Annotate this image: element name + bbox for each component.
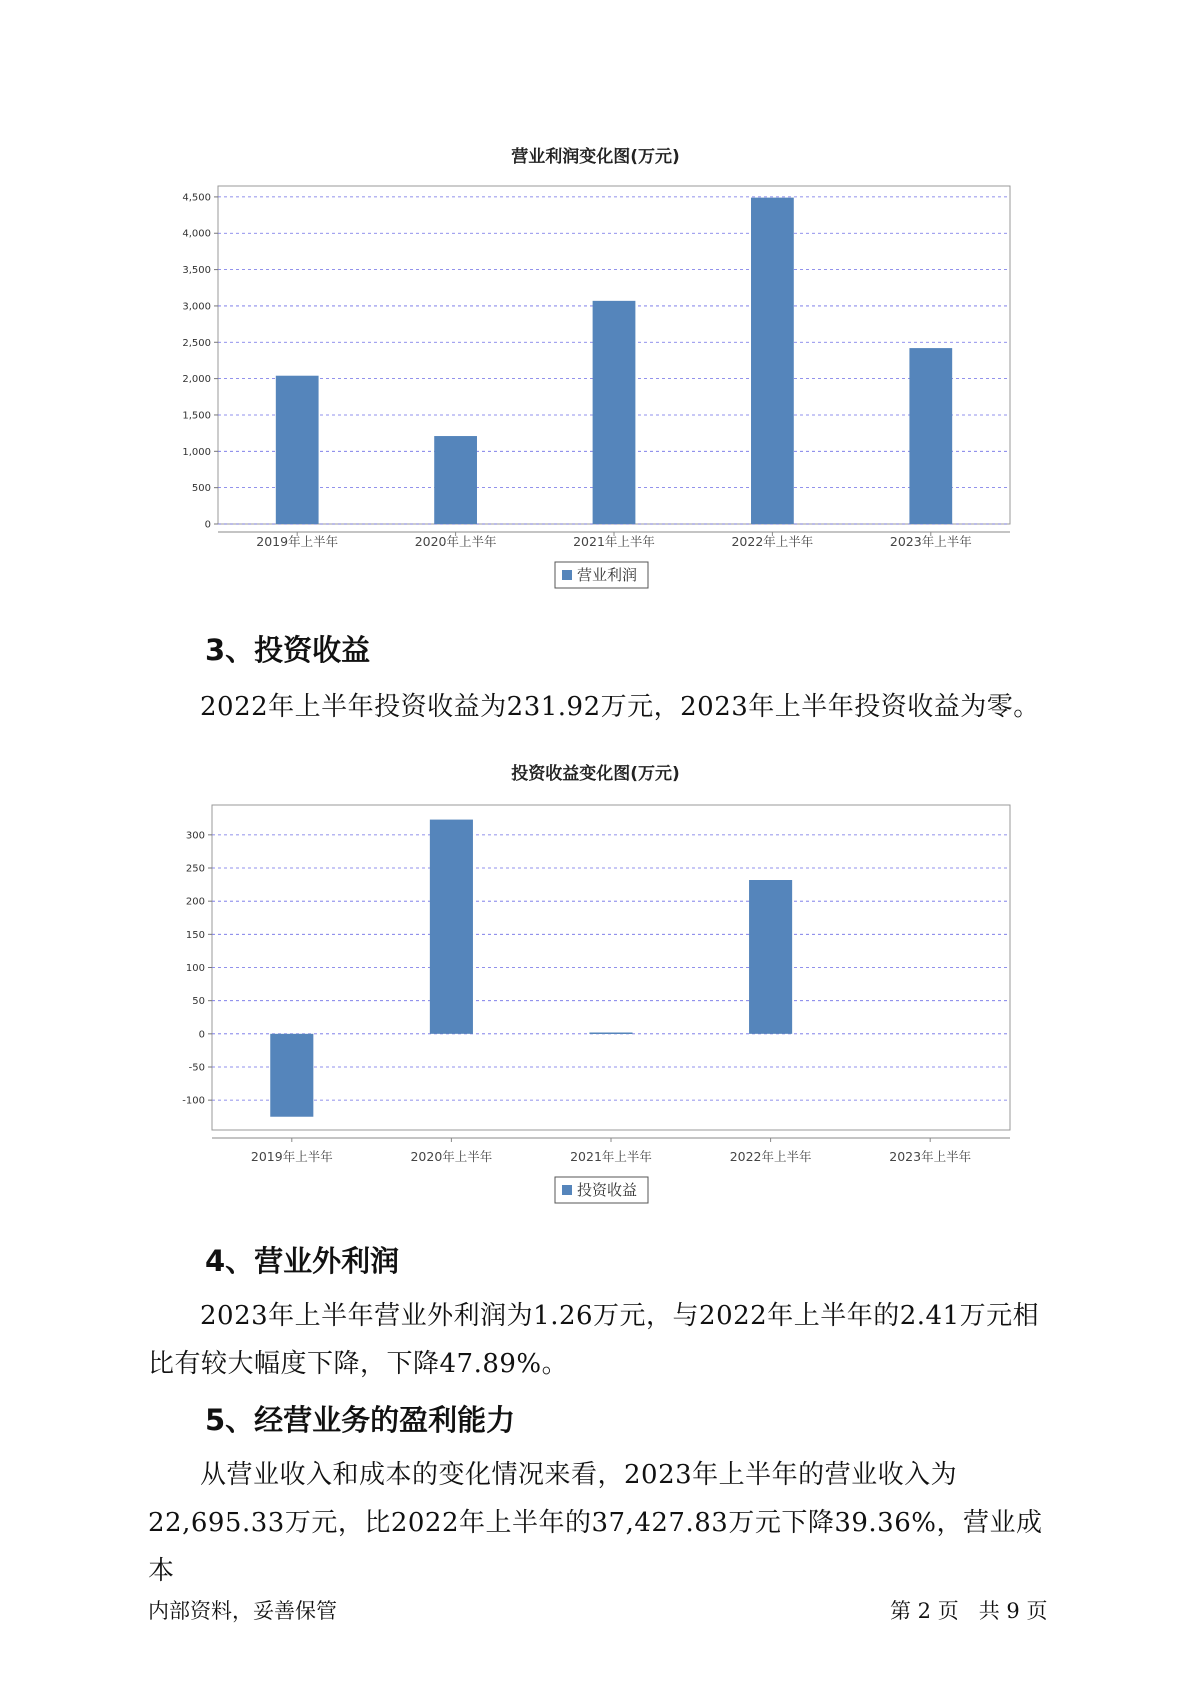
y-tick-label: 3,500 — [182, 265, 211, 277]
x-tick-label: 2021年上半年 — [573, 534, 655, 549]
bar — [270, 1034, 313, 1117]
section-4-heading: 4、营业外利润 — [205, 1244, 400, 1278]
footer-page-number: 第 2 页 共 9 页 — [890, 1599, 1048, 1623]
y-tick-label: 2,000 — [182, 374, 211, 386]
legend-swatch — [562, 1185, 572, 1195]
y-tick-label: 50 — [192, 996, 205, 1008]
y-tick-label: 0 — [204, 519, 211, 531]
footer-confidential-note: 内部资料，妥善保管 — [148, 1599, 337, 1623]
y-tick-label: 1,500 — [182, 410, 211, 422]
y-tick-label: 300 — [185, 830, 205, 842]
x-tick-label: 2023年上半年 — [889, 534, 972, 549]
y-tick-label: 250 — [185, 863, 205, 875]
y-tick-label: 4,000 — [182, 228, 211, 240]
bar — [430, 820, 473, 1034]
legend-label: 投资收益 — [577, 1181, 638, 1199]
section-5-paragraph: 从营业收入和成本的变化情况来看，2023年上半年的营业收入为22,695.33万元，比2022年上半年的37,427.83万元下降39.36%，营业成本 — [148, 1460, 1043, 1586]
y-tick-label: 1,000 — [182, 446, 211, 458]
bar — [589, 1033, 632, 1035]
x-tick-label: 2023年上半年 — [889, 1149, 972, 1164]
section-5-heading: 5、经营业务的盈利能力 — [205, 1403, 516, 1437]
x-tick-label: 2020年上半年 — [410, 1149, 493, 1164]
bar — [749, 880, 792, 1034]
x-tick-label: 2020年上半年 — [414, 534, 497, 549]
chart1-title: 营业利润变化图(万元) — [511, 147, 680, 167]
chart2-title: 投资收益变化图(万元) — [511, 764, 680, 784]
y-tick-label: 2,500 — [182, 337, 211, 349]
x-tick-label: 2021年上半年 — [570, 1149, 652, 1164]
y-tick-label: 3,000 — [182, 301, 211, 313]
x-tick-label: 2019年上半年 — [250, 1149, 333, 1164]
y-tick-label: 500 — [191, 483, 211, 495]
section-3-heading: 3、投资收益 — [205, 633, 371, 667]
y-tick-label: 0 — [198, 1029, 205, 1041]
y-tick-label: 200 — [185, 896, 205, 908]
y-tick-label: -50 — [188, 1062, 205, 1074]
section-4-paragraph: 2023年上半年营业外利润为1.26万元，与2022年上半年的2.41万元相比有较大幅度下降，下降47.89%。 — [148, 1301, 1040, 1379]
section-3-paragraph: 2022年上半年投资收益为231.92万元，2023年上半年投资收益为零。 — [200, 692, 1040, 722]
legend-label: 营业利润 — [577, 566, 638, 584]
x-tick-label: 2022年上半年 — [731, 534, 814, 549]
x-tick-label: 2019年上半年 — [256, 534, 339, 549]
y-tick-label: 150 — [185, 929, 205, 941]
y-tick-label: -100 — [182, 1095, 205, 1107]
y-tick-label: 4,500 — [182, 192, 211, 204]
x-tick-label: 2022年上半年 — [729, 1149, 812, 1164]
y-tick-label: 100 — [185, 963, 205, 974]
